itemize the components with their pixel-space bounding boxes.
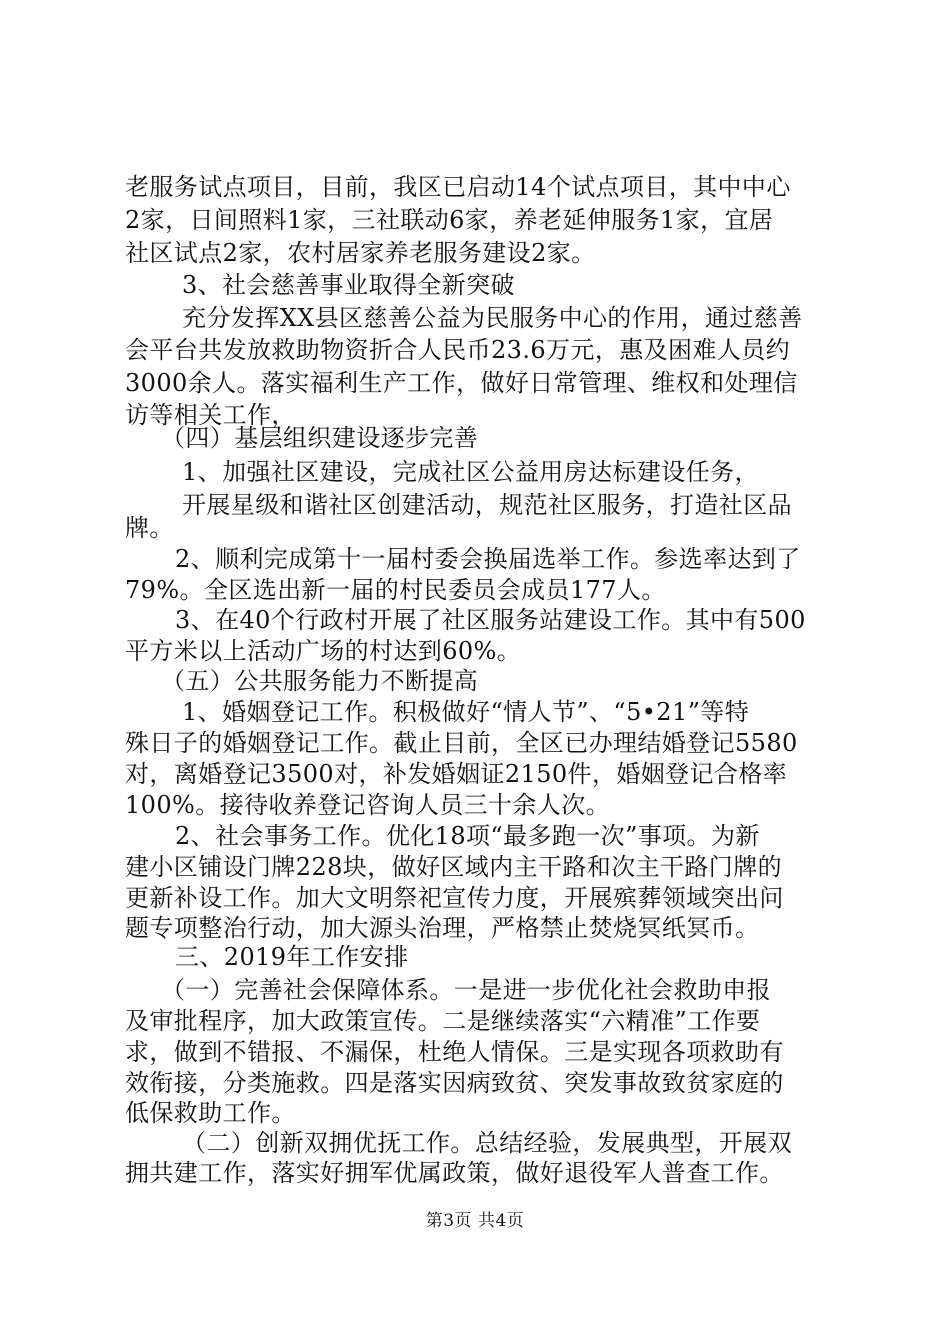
text-line: 平方米以上活动广场的村达到60%。 <box>125 637 522 665</box>
text-line: 2、顺利完成第十一届村委会换届选举工作。参选率达到了 <box>175 545 801 573</box>
text-line: （二）创新双拥优抚工作。总结经验，发展典型，开展双 <box>182 1129 792 1157</box>
section-heading: 三、2019年工作安排 <box>175 943 409 971</box>
text-line: 求，做到不错报、不漏保，杜绝人情保。三是实现各项救助有 <box>125 1038 784 1066</box>
text-line: 社区试点2家，农村居家养老服务建设2家。 <box>125 239 596 267</box>
text-line: 对，离婚登记3500对，补发婚姻证2150件，婚姻登记合格率 <box>125 760 788 788</box>
text-line: 2、社会事务工作。优化18项“最多跑一次”事项。为新 <box>175 822 760 850</box>
text-line: 3000余人。落实福利生产工作，做好日常管理、维权和处理信 <box>125 369 798 397</box>
section-heading: （四）基层组织建设逐步完善 <box>161 424 479 452</box>
text-line: 1、婚姻登记工作。积极做好“情人节”、“5•21”等特 <box>182 698 750 726</box>
text-line: 79%。全区选出新一届的村民委员会成员177人。 <box>125 576 666 604</box>
text-line: 建小区铺设门牌228块，做好区域内主干路和次主干路门牌的 <box>125 853 783 881</box>
section-heading: （五）公共服务能力不断提高 <box>161 667 479 695</box>
text-line: 殊日子的婚姻登记工作。截止目前，全区已办理结婚登记5580 <box>125 729 798 757</box>
page-number-footer: 第3页 共4页 <box>425 1211 525 1231</box>
text-line: 低保救助工作。 <box>125 1099 296 1127</box>
text-line: 更新补设工作。加大文明祭祀宣传力度，开展殡葬领域突出问 <box>125 884 784 912</box>
text-line: 效衔接，分类施救。四是落实因病致贫、突发事故致贫家庭的 <box>125 1069 784 1097</box>
text-line: 及审批程序，加大政策宣传。二是继续落实“六精准”工作要 <box>125 1007 761 1035</box>
text-line: 2家，日间照料1家，三社联动6家，养老延伸服务1家，宜居 <box>125 206 774 234</box>
text-line: 100%。接待收养登记咨询人员三十余人次。 <box>125 791 611 819</box>
text-line: 牌。 <box>125 514 174 542</box>
text-line: 访等相关工作， <box>125 401 296 429</box>
text-line: （一）完善社会保障体系。一是进一步优化社会救助申报 <box>161 976 771 1004</box>
text-line: 题专项整治行动，加大源头治理，严格禁止焚烧冥纸冥币。 <box>125 914 760 942</box>
text-line: 开展星级和谐社区创建活动，规范社区服务，打造社区品 <box>182 491 792 519</box>
text-line: 1、加强社区建设，完成社区公益用房达标建设任务， <box>182 458 759 486</box>
text-line: 3、在40个行政村开展了社区服务站建设工作。其中有500 <box>175 606 806 634</box>
section-heading: 3、社会慈善事业取得全新突破 <box>182 271 515 299</box>
text-line: 充分发挥XX县区慈善公益为民服务中心的作用，通过慈善 <box>182 304 803 332</box>
text-line: 老服务试点项目，目前，我区已启动14个试点项目，其中中心 <box>125 173 791 201</box>
text-line: 会平台共发放救助物资折合人民币23.6万元，惠及困难人员约 <box>125 336 791 364</box>
text-line: 拥共建工作，落实好拥军优属政策，做好退役军人普查工作。 <box>125 1159 784 1187</box>
